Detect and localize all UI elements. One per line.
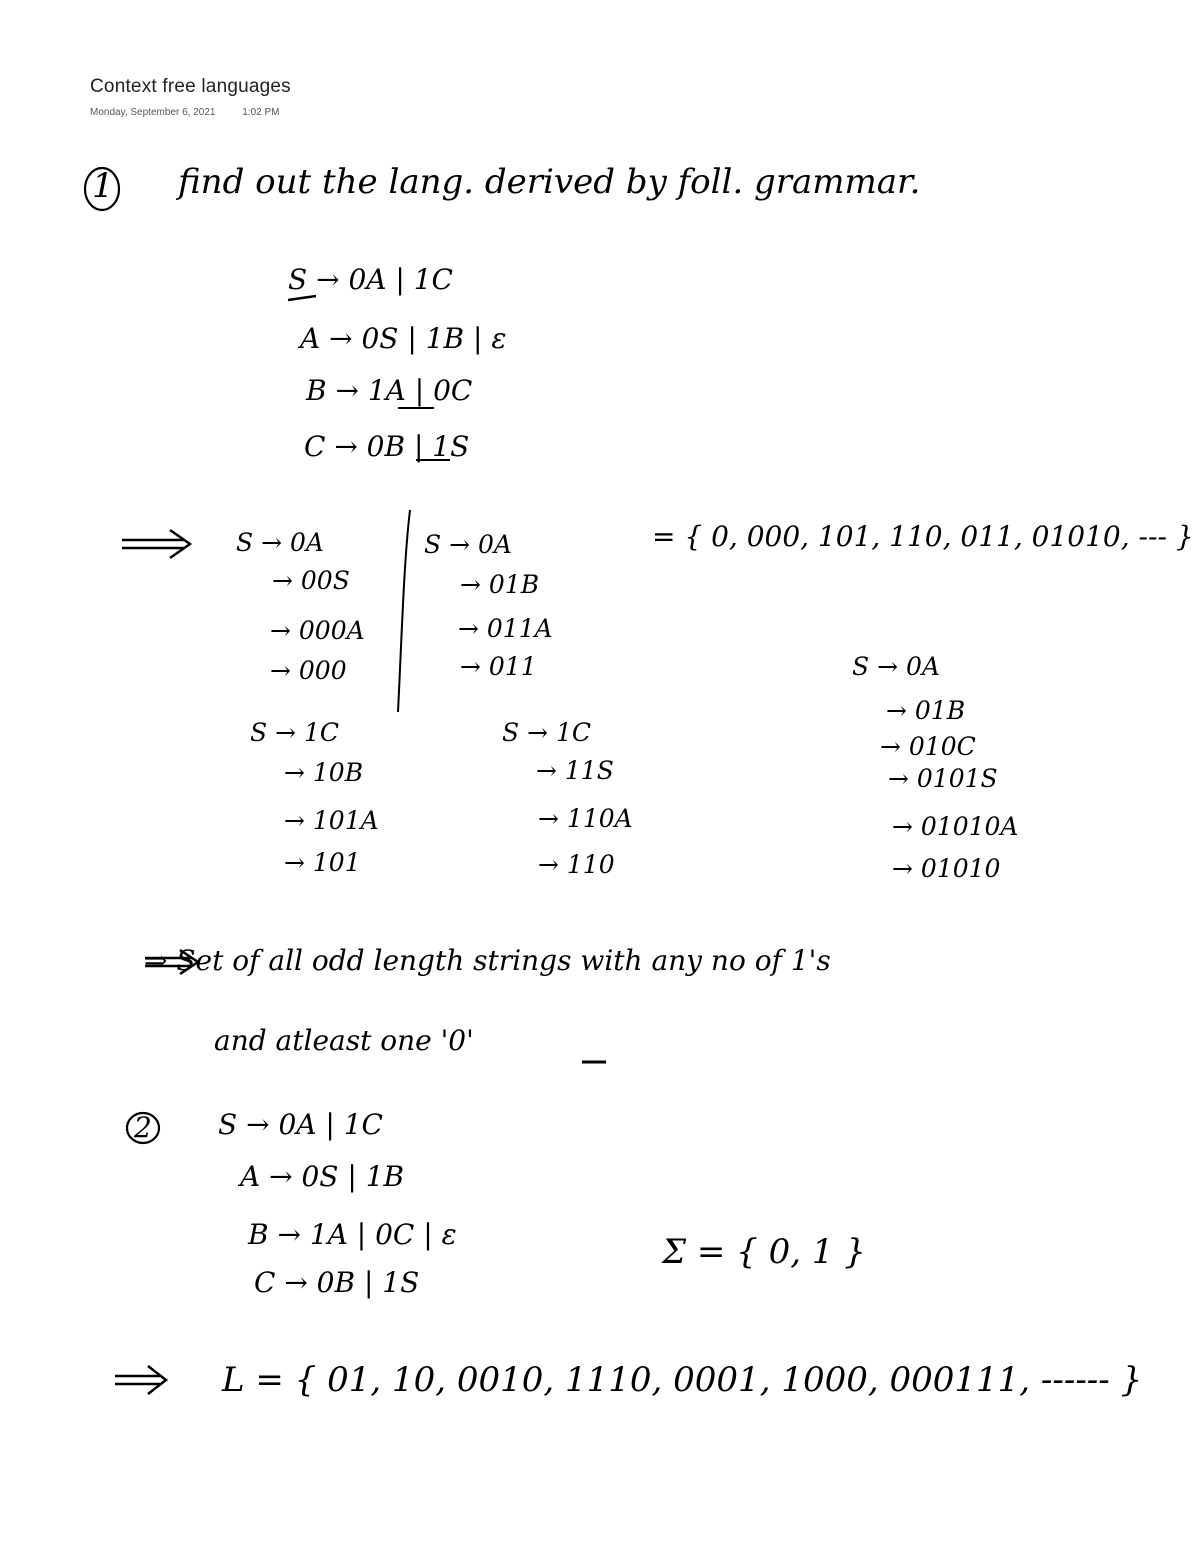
derivation5-step2: → 01B (886, 696, 966, 725)
derivation4-step1: S → 1C (502, 718, 592, 747)
grammar1-rule-s: S → 0A | 1C (288, 263, 453, 296)
grammar1-rule-b: B → 1A | 0C (306, 374, 473, 407)
derivation4-step4: → 110 (538, 850, 615, 879)
derivation4-step2: → 11S (536, 756, 614, 785)
derivation5-step3: → 010C (880, 732, 976, 761)
derivation-divider (398, 510, 410, 712)
derivation5-step5: → 01010A (892, 812, 1019, 841)
note-time: 1:02 PM (242, 107, 280, 118)
derivation3-step1: S → 1C (250, 718, 340, 747)
grammar1-rule-a: A → 0S | 1B | ε (300, 322, 507, 355)
problem2-language: L = { 01, 10, 0010, 1110, 0001, 1000, 000111, ------ } (222, 1360, 1143, 1400)
problem2-alphabet: Σ = { 0, 1 } (662, 1232, 866, 1272)
derivation1-step3: → 000A (270, 616, 365, 645)
page-timestamp (90, 107, 279, 118)
implies-arrow-3 (115, 1366, 166, 1394)
grammar2-rule-s: S → 0A | 1C (218, 1108, 383, 1141)
grammar2-rule-b: B → 1A | 0C | ε (248, 1218, 457, 1251)
conclusion-line2: and atleast one '0' (214, 1024, 474, 1057)
derivation4-step3: → 110A (538, 804, 633, 833)
problem2-number: 2 (134, 1111, 152, 1144)
problem1-prompt: find out the lang. derived by foll. grammar. (178, 162, 921, 202)
derivation2-step2: → 01B (460, 570, 540, 599)
derivation5-step4: → 0101S (888, 764, 998, 793)
derivation1-step1: S → 0A (236, 528, 324, 557)
problem1-number: 1 (92, 166, 114, 206)
derivation5-step1: S → 0A (852, 652, 940, 681)
derivation3-step4: → 101 (284, 848, 361, 877)
grammar2-rule-c: C → 0B | 1S (254, 1266, 420, 1299)
derivation1-step2: → 00S (272, 566, 350, 595)
derivation5-step6: → 01010 (892, 854, 1001, 883)
derivation2-step1: S → 0A (424, 530, 512, 559)
note-date: Monday, September 6, 2021 (90, 107, 216, 118)
derivation1-step4: → 000 (270, 656, 347, 685)
grammar1-s-underline (288, 296, 316, 300)
page-title: Context free languages (90, 76, 291, 97)
grammar1-rule-c: C → 0B | 1S (304, 430, 470, 463)
grammar2-rule-a: A → 0S | 1B (240, 1160, 405, 1193)
conclusion-line1: ⇒ Set of all odd length strings with any no of 1's (144, 944, 831, 977)
derivation2-step3: → 011A (458, 614, 553, 643)
derivation3-step2: → 10B (284, 758, 364, 787)
derivation2-step4: → 011 (460, 652, 537, 681)
problem1-language: = { 0, 000, 101, 110, 011, 01010, --- } (652, 520, 1194, 553)
derivation3-step3: → 101A (284, 806, 379, 835)
implies-arrow-1 (122, 530, 190, 558)
